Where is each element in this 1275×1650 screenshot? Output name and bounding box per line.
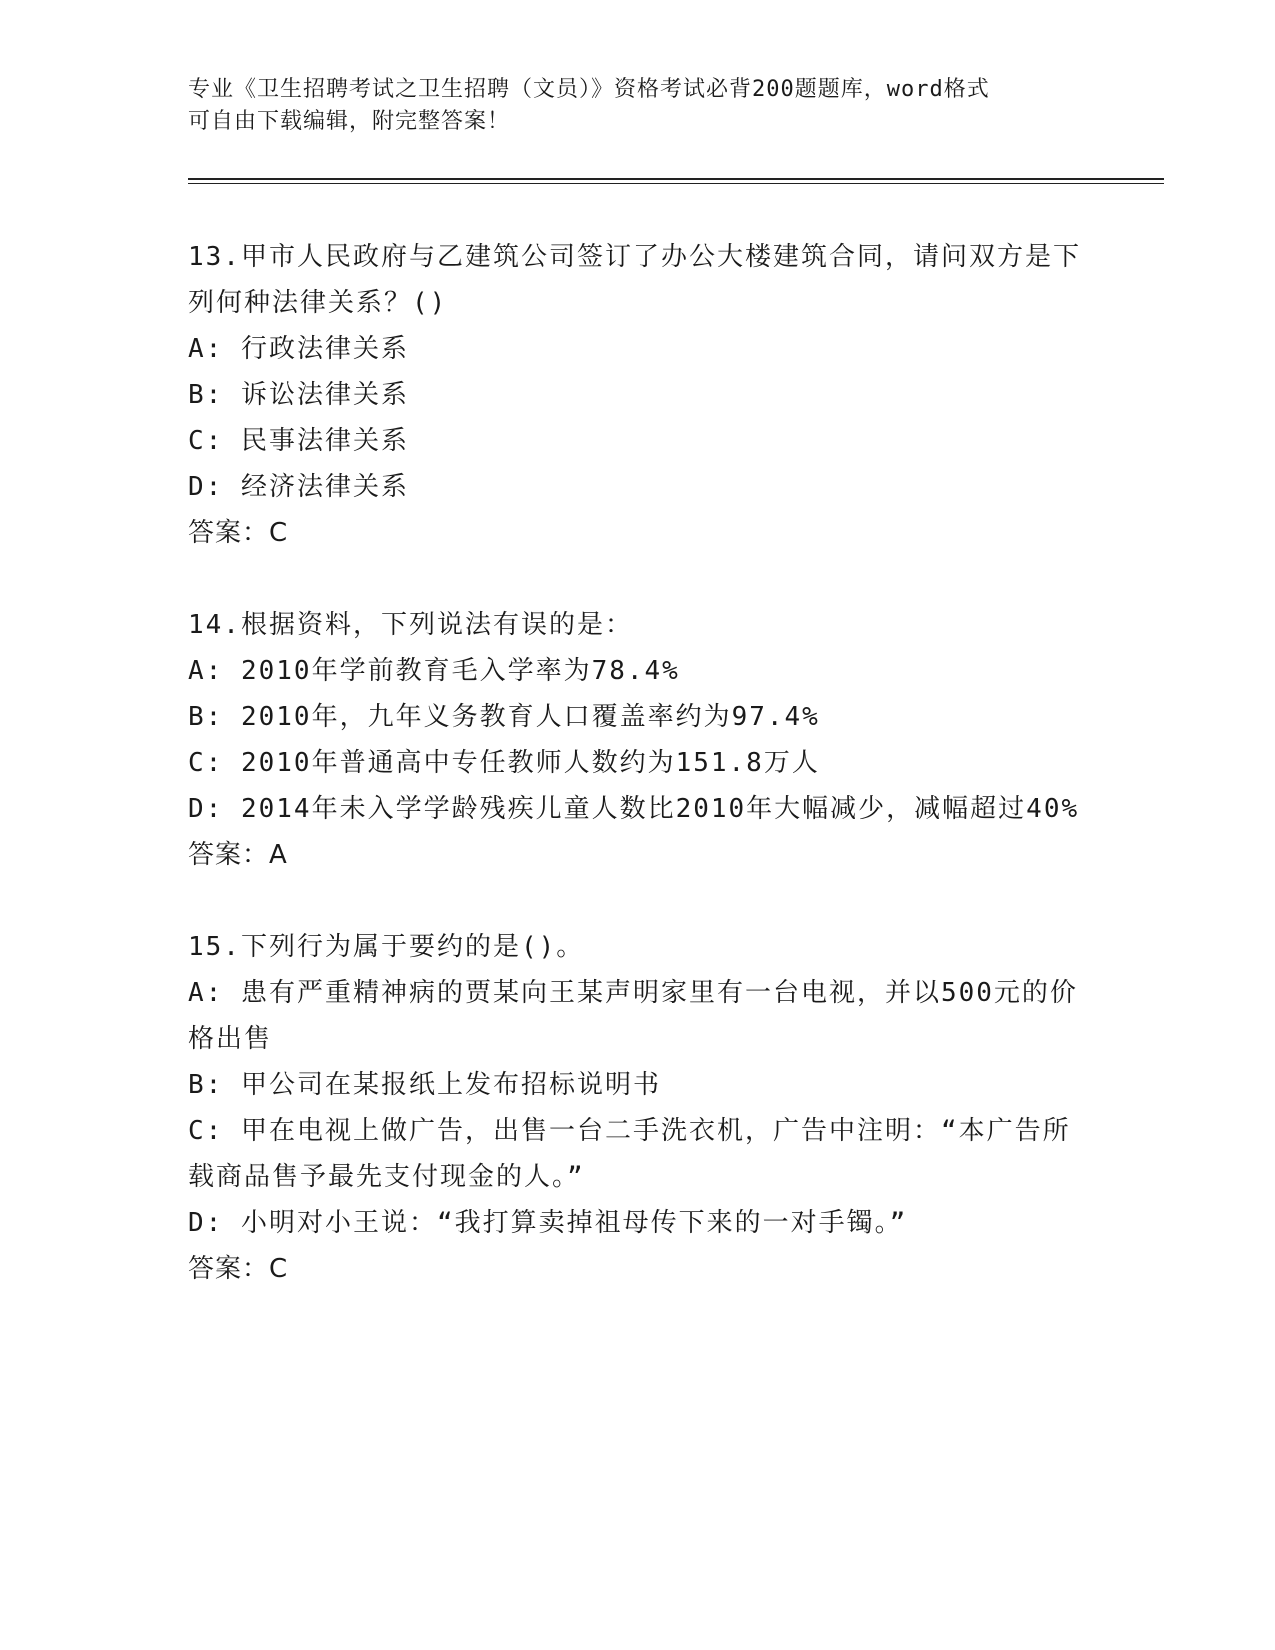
option-a: A: 行政法律关系 xyxy=(188,334,409,364)
answer: 答案：A xyxy=(188,840,288,870)
option-d: D: 经济法律关系 xyxy=(188,472,409,502)
question-stem: 15.下列行为属于要约的是()。 xyxy=(188,932,585,962)
option-d: D: 小明对小王说：“我打算卖掉祖母传下来的一对手镯。” xyxy=(188,1208,908,1238)
option-c: C: 甲在电视上做广告，出售一台二手洗衣机，广告中注明：“本广告所载商品售予最先支付现金的人。” xyxy=(188,1116,1071,1192)
option-c: C: 民事法律关系 xyxy=(188,426,409,456)
option-a: A: 2010年学前教育毛入学率为78.4% xyxy=(188,656,680,686)
question-stem: 13.甲市人民政府与乙建筑公司签订了办公大楼建筑合同，请问双方是下列何种法律关系？() xyxy=(188,242,1081,318)
option-d: D: 2014年未入学学龄残疾儿童人数比2010年大幅减少，减幅超过40% xyxy=(188,794,1080,824)
option-b: B: 甲公司在某报纸上发布招标说明书 xyxy=(188,1070,661,1100)
header-divider xyxy=(188,178,1164,180)
question-stem: 14.根据资料，下列说法有误的是： xyxy=(188,610,633,640)
option-a: A: 患有严重精神病的贾某向王某声明家里有一台电视，并以500元的价格出售 xyxy=(188,978,1078,1054)
question-15 xyxy=(188,924,1088,1292)
option-b: B: 诉讼法律关系 xyxy=(188,380,409,410)
answer: 答案：C xyxy=(188,518,289,548)
option-b: B: 2010年，九年义务教育人口覆盖率约为97.4% xyxy=(188,702,820,732)
header-line-1: 专业《卫生招聘考试之卫生招聘（文员）》资格考试必背200题题库，word格式 xyxy=(188,77,990,102)
question-13 xyxy=(188,234,1088,556)
answer: 答案：C xyxy=(188,1254,289,1284)
question-list xyxy=(188,234,1088,1338)
header-divider-thin xyxy=(188,183,1164,184)
option-c: C: 2010年普通高中专任教师人数约为151.8万人 xyxy=(188,748,820,778)
document-header xyxy=(188,74,1088,138)
header-line-2: 可自由下载编辑，附完整答案！ xyxy=(188,109,511,134)
question-14 xyxy=(188,602,1088,878)
